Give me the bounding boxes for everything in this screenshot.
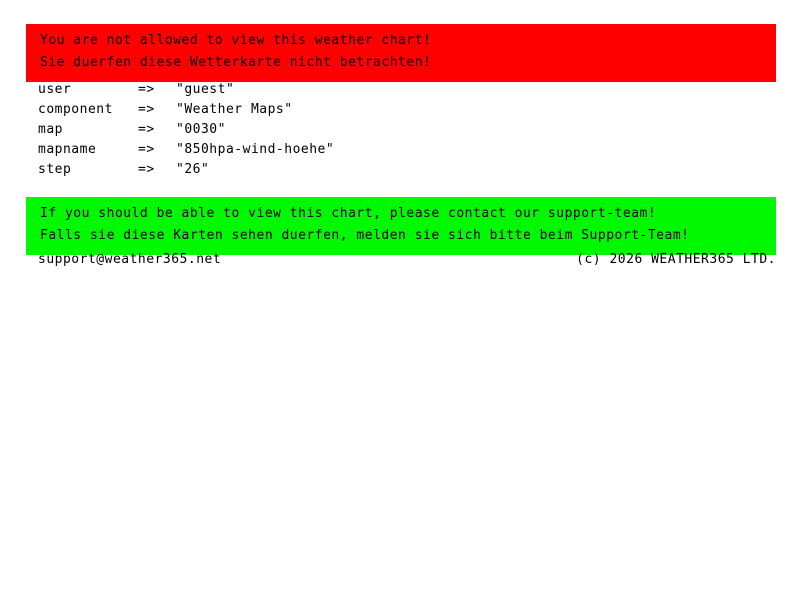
detail-key-step: step [38,162,72,177]
support-banner-line-de: Falls sie diese Karten sehen duerfen, melden sie sich bitte beim Support-Team! [40,228,690,243]
copyright-text: (c) 2026 WEATHER365 LTD. [576,252,776,267]
detail-arrow: => [138,142,155,157]
detail-arrow: => [138,122,155,137]
detail-value-step: "26" [176,162,210,177]
detail-key-mapname: mapname [38,142,97,157]
detail-value-user: "guest" [176,82,235,97]
table-row [38,160,334,180]
page-footer [38,250,776,270]
support-banner-line-en: If you should be able to view this chart, please contact our support-team! [40,206,657,221]
table-row [38,80,334,100]
error-banner-line-en: You are not allowed to view this weather chart! [40,33,432,48]
detail-key-component: component [38,102,113,117]
table-row [38,120,334,140]
detail-arrow: => [138,162,155,177]
table-row [38,100,334,120]
support-email-link[interactable]: support@weather365.net [38,252,222,267]
error-banner [26,24,776,82]
detail-arrow: => [138,82,155,97]
table-row [38,140,334,160]
detail-key-map: map [38,122,63,137]
request-details-table [38,80,334,180]
detail-value-component: "Weather Maps" [176,102,293,117]
detail-value-mapname: "850hpa-wind-hoehe" [176,142,335,157]
error-banner-line-de: Sie duerfen diese Wetterkarte nicht betrachten! [40,55,432,70]
support-banner [26,197,776,255]
detail-value-map: "0030" [176,122,226,137]
detail-arrow: => [138,102,155,117]
detail-key-user: user [38,82,72,97]
